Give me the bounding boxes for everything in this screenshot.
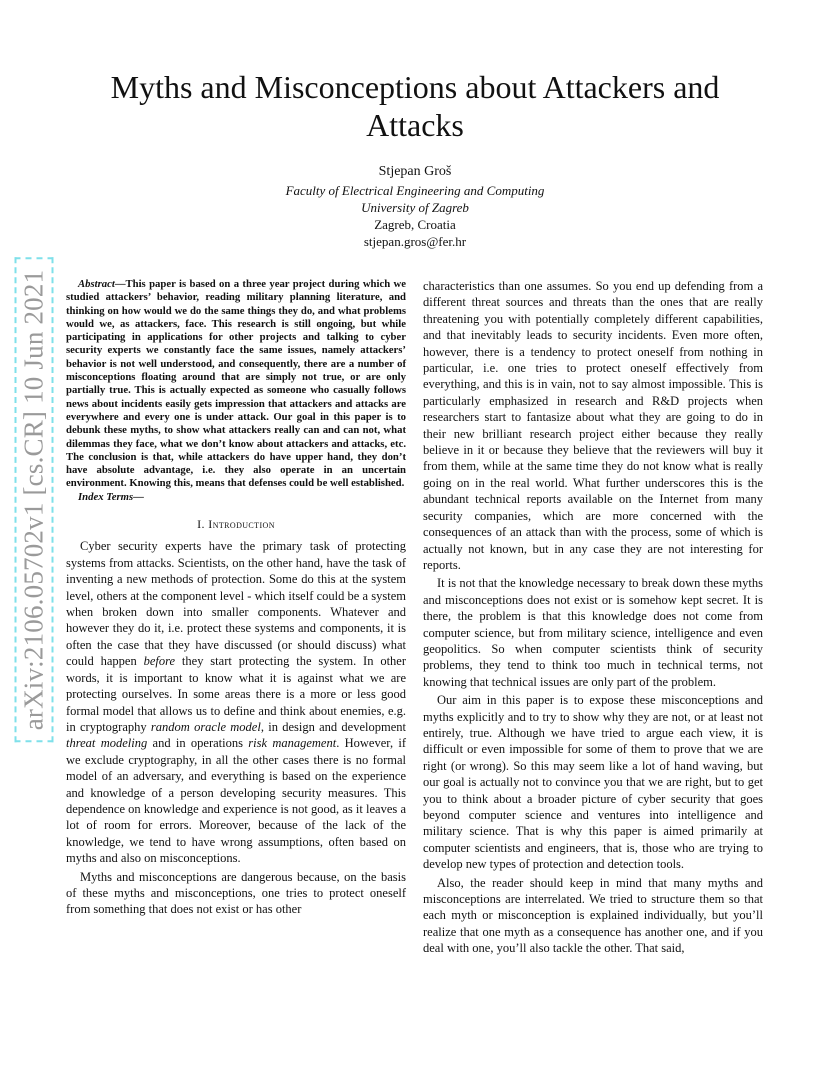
index-terms-text: — (133, 490, 144, 503)
intro-paragraph-1 (66, 538, 406, 866)
abstract-lead: Abstract (78, 278, 115, 290)
abstract-text: —This paper is based on a three year project during which we studied attackers’ behavior, reading military planning literature, and thinking on how would we do the same things they do, and what problems would we, as attackers, face. This research is still ongoing, but while participating in applications for other projects and talking to cyber security experts we constantly face the same issues, namely attackers’ behavior is not well understood, and consequently, there are a number of misconceptions floating around that are simply not true, or are only partially true. This is actually expected as someone who casually follows news about incidents easily gets impression that attackers and attacks are everywhere and every one is under attack. Our goal in this paper is to debunk these myths, to show what attackers really can and can not, what dilemmas they face, what we don’t know about attackers and attacks, etc. The conclusion is that, while attackers do have upper hand, they don’t have absolute advantage, i.e. they also operate in an uncertain environment. Knowing this, means that defenses could be well established. (66, 278, 406, 490)
intro-paragraph-2: Myths and misconceptions are dangerous because, on the basis of these myths and misconceptions, one tries to protect oneself from something that does not exist or has other (66, 869, 406, 917)
emphasis-random-oracle-model: random oracle model (150, 719, 261, 734)
emphasis-threat-modeling: threat modeling (66, 736, 148, 751)
paper-title: Myths and Misconceptions about Attackers and Attacks (110, 69, 720, 143)
intro-paragraph-3: It is not that the knowledge necessary to break down these myths and misconceptions does not exist or is somehow kept secret. It is there, the problem is that this knowledge does not come from computer science, but from military science, intelligence and even geopolitics. So when computer scientists think of security problems, they tend to think too much in technical terms, not knowing that technical issues are only part of the problem. (423, 576, 763, 689)
author-block (200, 163, 630, 250)
index-terms-lead: Index Terms (78, 490, 134, 503)
intro-p1-part-a: Cyber security experts have the primary task of protecting systems from attacks. Scientists, on the other hand, have the task of inventing a new methods of protection. Some do this at the system level, others at the component level - which itself could be a system when broken down into smaller components. Whatever and however they do it, i.e. protect these systems and components, it is often the case that they have discussed (or should discuss) what could happen (66, 539, 406, 669)
abstract (66, 278, 406, 491)
intro-paragraph-4: Our aim in this paper is to expose these misconceptions and myths explicitly and to try to show why they are not, or at least not entirely, true. Although we have tried to argue each view, it is difficult or even impossible for some of them to prove that we are right (or wrong). So this may seem like a lot of hand waving, but our goal is actually not to convince you that we are right, but to get you to think about a broader picture of cyber security that goes beyond computer science and ventures into intelligence and military science. That is why this paper is aimed primarily at computer scientists and engineers, that is, those who are trying to develop new types of protection and detection tools. (423, 693, 763, 872)
emphasis-before: before (143, 654, 176, 669)
author-name: Stjepan Groš (378, 164, 452, 179)
author-email[interactable]: stjepan.gros@fer.hr (363, 234, 467, 249)
author-location: Zagreb, Croatia (374, 217, 456, 232)
intro-paragraph-2-continued: characteristics than one assumes. So you end up defending from a different threat sources and threats than the ones that are really threatening you with potentially completely different capabilities, and that inevitably leads to security incidents. Even more often, however, there is a tendency to protect oneself from nothing in particular, i.e. one tries to protect oneself effectively from everything, and this is in vain, not to say almost impossible. This is particularly emphasized in research and R&D projects when researchers start to fantasize about what they are going to do in their new brilliant research project either because they really believe in it or because they believe that the reviewers will buy it from them, while at the same time they do not know what is really going on in the real world. What further underscores this is the abundant technical reports available on the Internet from many security companies, which are more concerned with the consequences of an attack than with the process, some of which is actually not known, but in any case they are not interesting for reports. (423, 279, 763, 572)
intro-p1-part-c: , in design and development (260, 719, 406, 734)
intro-paragraph-5: Also, the reader should keep in mind that many myths and misconceptions are interrelated. We tried to structure them so that each myth or misconception is explained individually, but you’ll realize that one myth as a consequence has another one, and if you deal with one, you’ll also tackle the other. That said, (423, 875, 763, 956)
intro-p1-part-b: they start protecting the system. In other words, it is important to know what it is against what we are protecting ourselves. In some areas there is a more or less good formal model that allows us to define and think about enemies, e.g. in cryptography (66, 654, 407, 734)
index-terms (66, 491, 406, 504)
arxiv-identifier-sidebar: arXiv:2106.05702v1 [cs.CR] 10 Jun 2021 (15, 258, 54, 743)
emphasis-risk-management: risk management (248, 736, 337, 751)
right-column (423, 278, 763, 959)
affiliation-faculty: Faculty of Electrical Engineering and Computing (285, 183, 545, 198)
section-heading-introduction: I. Introduction (197, 517, 275, 532)
left-column (66, 278, 406, 920)
intro-p1-part-d: and in operations (147, 736, 249, 751)
intro-p1-part-e: . However, if we exclude cryptography, in all the other cases there is no formal model of an adversary, and everything is based on the experience and knowledge of a person developing security measures. This dependence on knowledge and experience is not good, as it leaves a lot of room for errors. Moreover, because of the lack of the knowledge, we tend to have wrong assumptions, often based on myths and also on misconceptions. (66, 736, 407, 866)
affiliation-university: University of Zagreb (361, 200, 469, 215)
